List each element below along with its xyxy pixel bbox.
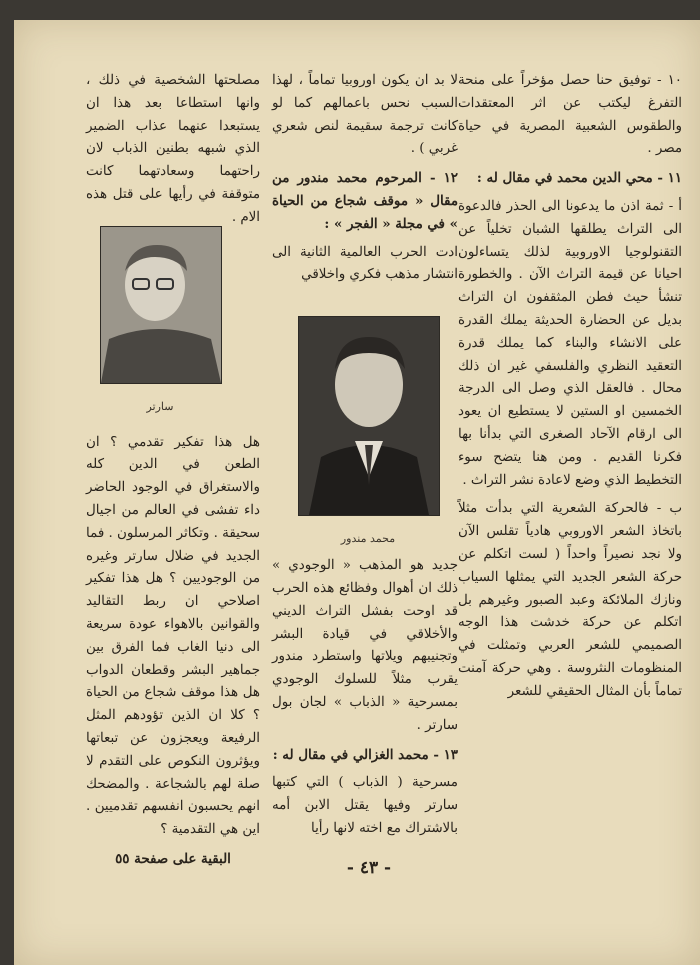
middle-text-after-13: مسرحية ( الذباب ) التي كتبها سارتر وفيها يقتل الابن أمه بالاشتراك مع اخته لانها رأيا [272, 775, 458, 836]
caption-mandour: محمد مندور [340, 532, 396, 545]
middle-text-after-12: ادت الحرب العالمية الثانية الى انتشار مذهب فكري واخلاقي [272, 244, 458, 283]
portrait-mandour [299, 317, 439, 515]
item-11-b: ب - فالحركة الشعرية التي بدأت مثلاً باتخاذ الشعر الاوروبي هادياً تقلس الآن ولا نجد نصيراً واحداً ( لست اتكلم عن حركة الشعر الجديد التي يمثلها السياب ونازك الملائكة وعبد الصبور وغيرهم بل اتكلم عن حركة خدشت هذا الوجه الصميمي للشعر العربي وتمثلت في المنظومات النثروسة . وهي حركة آمنت تماماً بأن المثال الحقيقي للشعر [458, 501, 682, 699]
column-right [458, 70, 682, 710]
photo-sartre [100, 226, 222, 384]
item-12: ١٢ - المرحوم محمد مندور من مقال « موقف شجاع من الحياة » في مجلة « الفجر » : [272, 170, 458, 232]
middle-text-after-photo: جديد هو المذهب « الوجودي » ذلك ان أهوال وفظائع هذه الحرب قد اوحت بفشل التراث الديني والأخلاقي في قيادة البشر وتجنيبهم ويلاتها واستطرد مندور يقرب مثلاً للسلوك الوجودي بمسرحية « الذباب » لجان بول سارتر . [272, 558, 458, 733]
caption-sartre: سارتر [146, 400, 174, 413]
item-11-title: ١١ - محي الدين محمد في مقال له : [476, 170, 682, 187]
page-number: - ٤٣ - [346, 858, 392, 878]
photo-mandour [298, 316, 440, 516]
left-text-top: مصلحتها الشخصية في ذلك ، وانها استطاعا بعد هذا ان يستبعدا عنهما عذاب الضمير الذي شبهه بطنين الذباب لان راحتهما وسعادتهما كانت متوقفة في رأيها على قتل هذه الام . [86, 73, 260, 225]
item-11-a: أ - ثمة اذن ما يدعونا الى الحذر فالدعوة الى التراث يطلقها الشبان تخلياً عن التقنولوجيا الاوروبية لذلك يتساءلون احيانا عن قيمة التراث الآن . والخطورة تنشأ حيث فطن المثقفون ان التراث بديل عن الحضارة الحديثة يملك القدرة على الانشاء والبناء كما يملك قدرة التعقيد النظري والفلسفي غير ان ذلك محال . فالعقل الذي وصل الى الدرجة الخمسين او الستين لا يستطيع ان يعود الى ارقام الآحاد الصغرى التي بدأنا بها فكرنا القديم . ومن هنا يتضح سوء التخطيط الذي وضع لاعادة نشر التراث . [458, 198, 682, 488]
middle-text-top: لا بد ان يكون اوروبيا تماماً ، لهذا السبب نحس باعمالهم كما لو كانت ترجمة سقيمة لنص شعري غربي ) . [272, 73, 458, 157]
left-text-bottom: هل هذا تفكير تقدمي ؟ ان الطعن في الدين كله والاستغراق في الوجود الحاضر داء تفشى في العالم من اجيال سحيقة . وتكاثر المرسلون . فما الجديد في ضلال سارتر وغيره من الوجوديين ؟ هل هذا تفكير اصلاحي ان ربط التقاليد والقوانين بالاهواء عودة سريعة الى دنيا الغاب فما الفرق بين جماهير البشر وقطعان الدواب هل هذا موقف شجاع من الحياة ؟ كلا ان الذين تؤودهم المثل الرفيعة ويعجزون عن تبعاتها ويؤثرون النكوص على التقدم لا صلة لهم بالشجاعة . والمضحك انهم يحسبون انفسهم تقدميين . اين هي التقدمية ؟ [86, 434, 260, 838]
portrait-sartre [101, 227, 221, 383]
continued-note: البقية على صفحة ٥٥ [115, 850, 231, 867]
item-13: ١٣ - محمد الغزالي في مقال له : [272, 746, 458, 763]
item-10: ١٠ - توفيق حنا حصل مؤخراً على منحة التفرغ ليكتب عن اثر المعتقدات والطقوس الشعبية المصرية في حياة مصر . [458, 73, 682, 157]
column-left [86, 70, 260, 877]
magazine-page [14, 20, 700, 965]
